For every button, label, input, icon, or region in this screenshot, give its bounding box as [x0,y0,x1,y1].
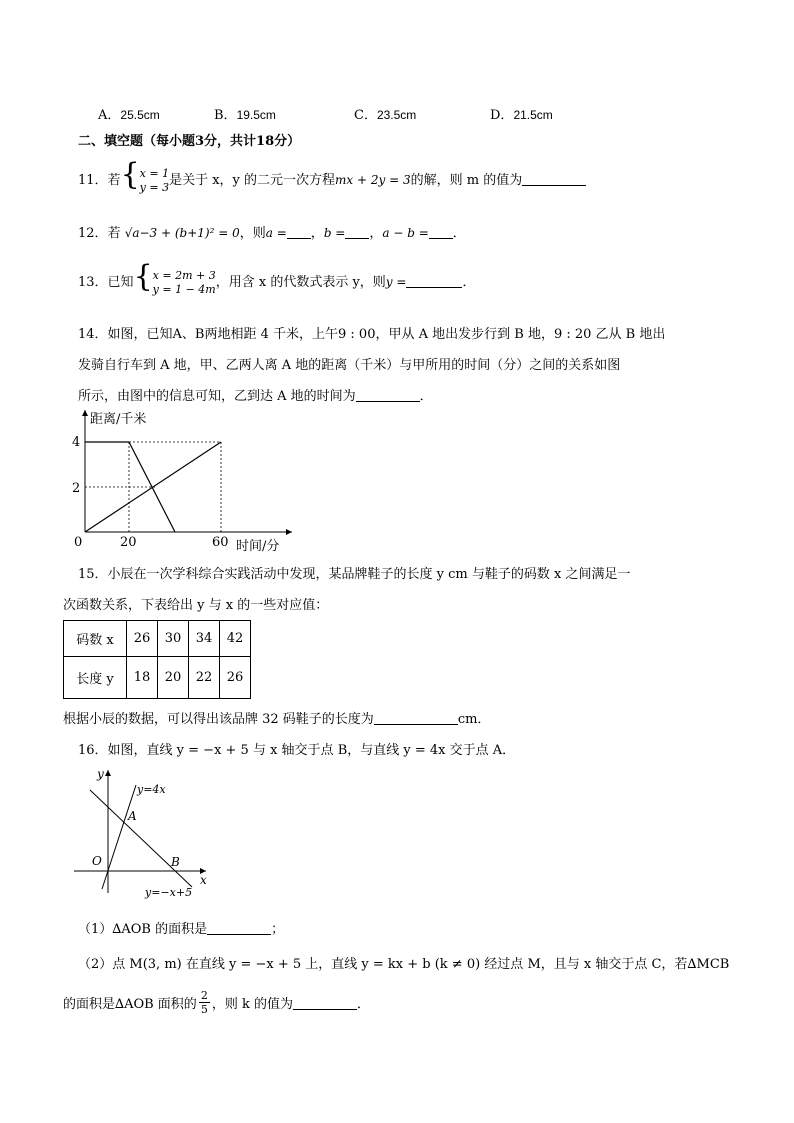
answer-blank[interactable] [406,273,462,288]
y-axis-label: 距离/千米 [90,412,147,427]
table-row [64,657,251,699]
line-intersection-graph [70,765,215,900]
x-tick-60: 60 [212,535,229,550]
row-label-length: 长度 y [64,657,127,699]
x-tick-20: 20 [120,535,137,550]
table-cell: 18 [127,657,158,699]
q12-then: ，则 [239,226,266,241]
line-neg-x-label: y=−x+5 [145,886,193,899]
q14-line1: 14．如图，已知A、B两地相距 4 千米，上午9 : 00，甲从 A 地出发步行到 B 地，9 : 20 乙从 B 地出 [78,327,666,342]
answer-blank[interactable] [522,171,586,186]
q16-sub1: （1）∆AOB 的面积是 ； [78,922,285,937]
fraction-denominator: 5 [200,1003,208,1016]
distance-time-graph [60,405,300,555]
q11-middle: 是关于 x，y 的二元一次方程 [169,173,336,188]
point-a-label: A [128,809,137,823]
brace-icon: { [120,157,140,192]
table-row [64,621,251,657]
q15-line2: 次函数关系，下表给出 y 与 x 的一些对应值： [63,598,329,613]
q11-eq1: x = 1 [139,166,170,180]
q16-sub2: （2）点 M(3, m) 在直线 y = −x + 5 上，直线 y = kx + b (k ≠ 0) 经过点 M，且与 x 轴交于点 C，若∆MCB [78,957,730,972]
q11-system [140,167,169,195]
answer-blank[interactable] [293,995,357,1010]
q11-suffix: 的解，则 m 的值为 [410,173,523,188]
table-cell: 22 [189,657,220,699]
q16-sub3-prefix: 的面积是∆AOB 面积的 [63,997,197,1012]
table-cell: 26 [127,621,158,657]
line-4x-label: y=4x [137,783,166,796]
option-value: 23.5cm [376,108,417,122]
y-tick-4: 4 [72,435,81,450]
x-axis-label: x [200,873,207,887]
line-y-4x [102,785,136,889]
option-letter: C． [354,108,377,123]
answer-blank[interactable] [374,710,458,725]
q12-prefix: 若 [107,226,121,241]
q11-eq2: y = 3 [139,180,170,194]
q14-line3: 所示，由图中的信息可知，乙到达 A 地的时间为 ． [78,389,433,404]
question-12: 12．若 √a−3 + (b+1)² = 0，则a = ，b = ，a − b = ． [78,226,466,241]
q14-line2: 发骑自行车到 A 地，甲、乙两人离 A 地的距离（千米）与甲所用的时间（分）之间的关系如图 [78,358,621,373]
q11-prefix: 若 [107,173,121,188]
q12-a-label: a = [265,226,287,240]
answer-blank-b[interactable] [345,224,369,239]
answer-blank[interactable] [356,387,420,402]
q15-line3 [63,708,490,727]
q13-y-label: y = [385,275,407,289]
unit-label: cm． [457,712,491,727]
section-title: 二、填空题（每小题3分，共计18分） [78,134,301,149]
shoe-size-table [63,620,251,699]
question-13: 13．已知{ x = 2m + 3 y = 1 − 4m ，用含 x 的代数式表示 y，则y = ． [78,259,476,296]
point-b-label: B [171,855,180,869]
question-11 [78,157,586,195]
row-label-size: 码数 x [64,621,127,657]
table-cell: 42 [220,621,251,657]
table-cell: 26 [220,657,251,699]
q13-eq2: y = 1 − 4m [152,282,216,296]
q16-sub3-suffix: ，则 k 的值为 [211,997,293,1012]
option-letter: A． [98,108,121,123]
q13-eq1: x = 2m + 3 [152,268,216,282]
q12-amb-label: a − b = [382,226,429,240]
option-value: 21.5cm [513,108,553,122]
q14-line3-text: 所示，由图中的信息可知，乙到达 A 地的时间为 [78,389,356,404]
q13-middle: ，用含 x 的代数式表示 y，则 [215,275,386,290]
option-value: 25.5cm [120,108,160,122]
question-number: 13． [78,275,108,290]
x-axis-label: 时间/分 [236,539,280,554]
y-axis-label: y [97,767,104,781]
q15-line1: 15．小辰在一次学科综合实践活动中发现，某品牌鞋子的长度 y cm 与鞋子的码数 x 之间满足一 [78,567,631,582]
table-cell: 34 [189,621,220,657]
origin-label: 0 [74,535,83,550]
q15-line3-text: 根据小辰的数据，可以得出该品牌 32 码鞋子的长度为 [63,712,374,727]
y-tick-2: 2 [72,481,81,496]
question-number: 11． [78,173,108,188]
table-cell: 20 [158,657,189,699]
table-cell: 30 [158,621,189,657]
q11-equation: mx + 2y = 3 [335,173,411,187]
q16-sub1-text: （1）∆AOB 的面积是 [78,922,208,937]
q13-system [153,269,216,297]
option-letter: B． [214,108,237,123]
answer-blank-amb[interactable] [429,224,453,239]
q10-option-d [490,104,553,123]
origin-label: O [92,854,102,868]
answer-blank[interactable] [207,920,271,935]
q13-prefix: 已知 [107,275,134,290]
q16-line1: 16．如图，直线 y = −x + 5 与 x 轴交于点 B，与直线 y = 4x 交于点 A． [78,743,516,758]
fraction [199,989,210,1016]
answer-blank-a[interactable] [287,224,311,239]
question-number: 12． [78,226,108,241]
q10-option-a [98,104,160,123]
line-y-neg-x-5 [90,790,192,887]
q12-expression: √a−3 + (b+1)² = 0 [124,226,240,240]
q16-sub3: 的面积是∆AOB 面积的 $\frac{2}{5}$ ，则 k 的值为 ． [63,989,370,1016]
fraction-numerator: 2 [200,989,208,1002]
option-value: 19.5cm [236,108,276,122]
q10-option-c [354,104,416,123]
option-letter: D． [490,108,514,123]
q12-b-label: b = [323,226,346,240]
brace-icon: { [133,259,153,294]
q10-option-b [214,104,276,123]
